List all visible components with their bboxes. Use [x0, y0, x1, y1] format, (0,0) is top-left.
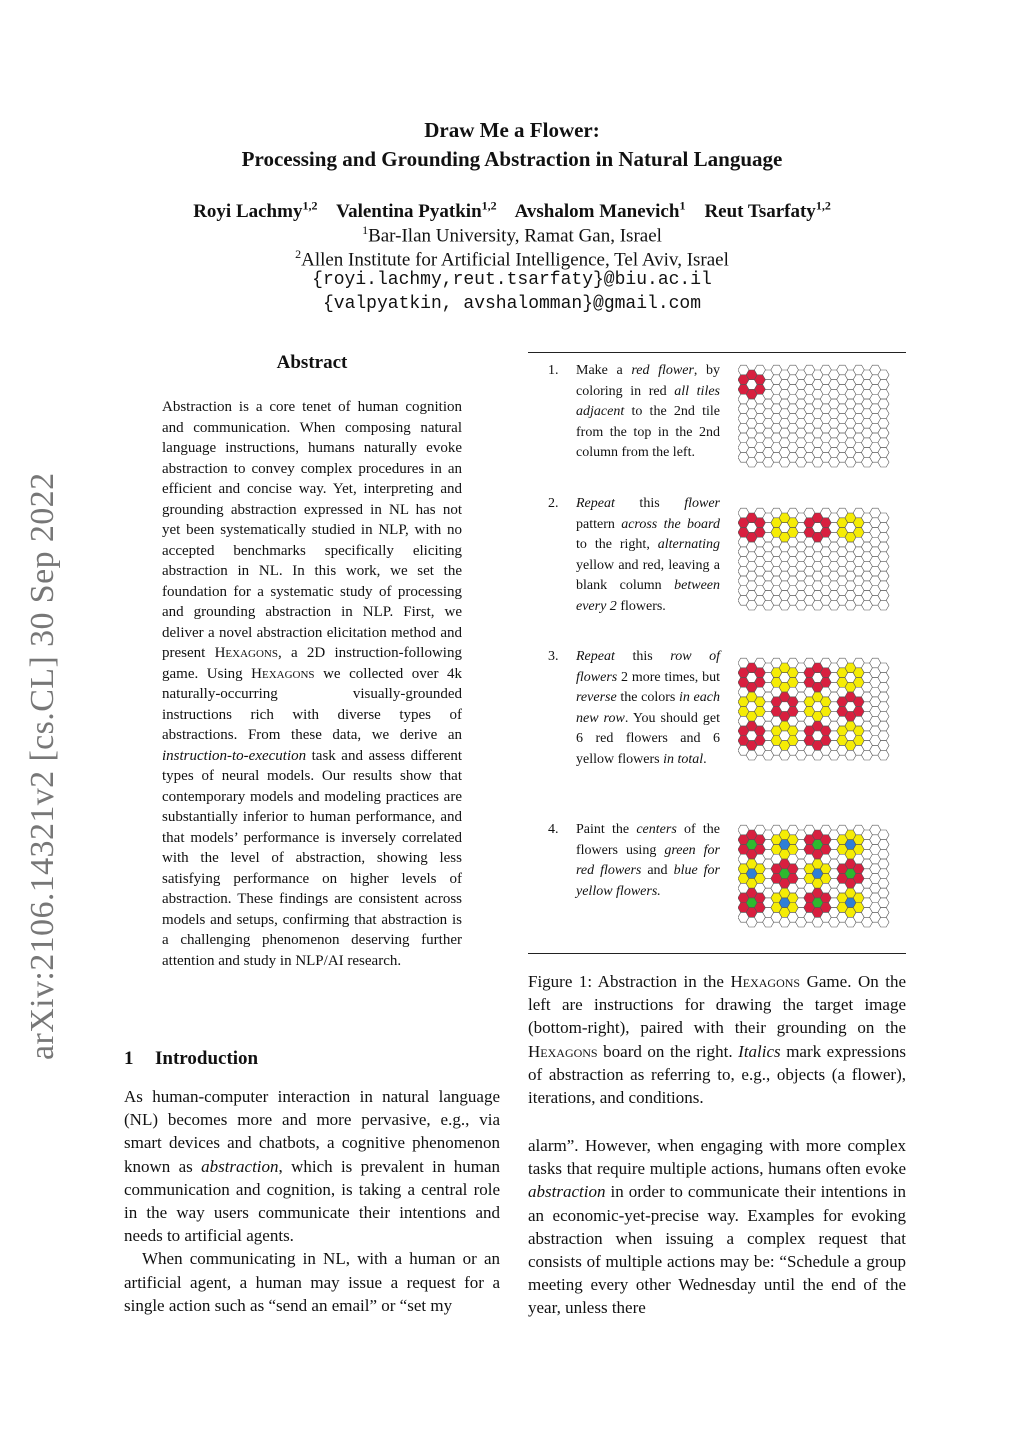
hex-tile — [878, 448, 889, 458]
figure-step: 4. Paint the centers of the flowers using green for red flowers and blue for yellow flowers. — [548, 822, 720, 899]
hex-tile — [878, 409, 889, 419]
author: Reut Tsarfaty$^{1,2}$ — [704, 199, 831, 223]
hex-tile — [878, 682, 889, 692]
affiliation-2: $^2$Allen Institute for Artificial Intelligence, Tel Aviv, Israel — [295, 247, 729, 271]
hex-tile — [878, 513, 889, 523]
title-line-1: Draw Me a Flower: — [424, 118, 600, 142]
hex-tile — [878, 692, 889, 702]
affiliation-1: $^1$Bar-Ilan University, Ramat Gan, Israel — [362, 223, 662, 247]
hex-tile — [878, 591, 889, 601]
intro-text — [124, 1085, 500, 1317]
hex-tile — [878, 438, 889, 448]
paragraph: As human-computer interaction in natural language (NL) becomes more and more pervasive, e.g., via smart devices and chatbots, a cognitive phenomenon known as abstraction, which is prevalent in human communication and cognition, is taking a central role in the way users communicate their intentions and needs to artificial agents. — [124, 1087, 500, 1246]
game-name: Hexagons — [251, 665, 315, 682]
author: Avshalom Manevich$^1$ — [514, 199, 686, 223]
hex-tile — [878, 859, 889, 869]
hex-tile — [878, 523, 889, 533]
figure-step: 1. Make a red flower, by coloring in red all tiles adjacent to the 2nd tile from the top in the 2nd column from the left. — [548, 363, 721, 461]
hex-tile — [878, 428, 889, 438]
hex-tile — [878, 663, 889, 673]
paragraph: When communicating in NL, with a human or an artificial agent, a human may issue a request for a single action such as “send an email” or “set my — [124, 1249, 500, 1315]
hex-tile — [878, 419, 889, 429]
hex-tile — [878, 389, 889, 399]
email-line-2: {valpyatkin, avshalomman}@gmail.com — [322, 294, 702, 314]
hex-tile — [878, 898, 889, 908]
author: Valentina Pyatkin$^{1,2}$ — [336, 199, 497, 223]
abstract-heading: Abstract — [276, 352, 348, 373]
hex-tile — [878, 399, 889, 409]
hex-tile — [878, 600, 889, 610]
hexagon-board — [738, 507, 894, 614]
hex-tile — [878, 917, 889, 927]
hex-tile — [878, 542, 889, 552]
hex-tile — [878, 840, 889, 850]
hex-tile — [878, 702, 889, 712]
hex-tile — [878, 741, 889, 751]
hexagon-board — [738, 824, 894, 931]
hex-tile — [878, 552, 889, 562]
hex-tile — [878, 457, 889, 467]
hexagon-board — [738, 657, 894, 764]
hex-tile — [878, 532, 889, 542]
abstract-body: Abstraction is a core tenet of human cognition and communication. When composing natural language instructions, humans naturally evoke abstraction to convey complex procedures in an efficient and concise way. Yet, interpreting and grounding abstraction expressed in NL has not yet been systematically studied in NLP, with no accepted benchmarks specifically eliciting abstraction in NL. In this work, we set the foundation for a systematic study of processing and grounding abstraction in NLP. First, we deliver a novel abstraction elicitation method and present Hexagons, a 2D instruction-following game. Using Hexagons we collected over 4k naturally-occurring visually-grounded instructions rich with diverse types of abstractions. From these data, we derive an instruction-to-execution task and assess different types of neural models. Our results show that contemporary models and modeling practices are substantially inferior to human performance, and that models’ performance is inversely correlated with the level of abstraction, showing less satisfying performance on higher levels of abstraction. These findings are consistent across models and setups, confirming that abstraction is a challenging phenomenon deserving further attention and study in NLP/AI research. — [162, 399, 462, 969]
hex-tile — [878, 879, 889, 889]
hex-tile — [878, 673, 889, 683]
figure-top-rule — [528, 352, 906, 353]
hex-tile — [878, 731, 889, 741]
arxiv-stamp: arXiv:2106.14321v2 [cs.CL] 30 Sep 2022 — [24, 472, 61, 1060]
email-line-1: {royi.lachmy,reut.tsarfaty}@biu.ac.il — [312, 270, 712, 290]
hex-tile — [878, 908, 889, 918]
hex-tile — [878, 830, 889, 840]
hexagon-board — [738, 364, 894, 471]
hex-tile — [878, 869, 889, 879]
hex-tile — [878, 581, 889, 591]
game-name: Hexagons — [214, 645, 278, 661]
hex-tile — [878, 370, 889, 380]
figure-caption: Figure 1: Abstraction in the Hexagons Game. On the left are instructions for drawing the target image (bottom-right), paired with their grounding on the Hexagons board on the right. Italics mark expressions of abstraction as referring to, e.g., objects (a flower), iterations, and conditions. — [528, 972, 906, 1108]
paper-title — [0, 116, 1024, 174]
hex-tile — [878, 888, 889, 898]
hex-tile — [878, 750, 889, 760]
figure-step: 2. Repeat this flower pattern across the board to the right, alternating yellow and red, leaving a blank column between every 2 flowers. — [548, 496, 720, 614]
hex-tile — [878, 849, 889, 859]
figure-step: 3. Repeat this row of flowers 2 more times, but reverse the colors in each new row. You should get 6 red flowers and 6 yellow flowers in total. — [548, 649, 720, 767]
hex-tile — [878, 571, 889, 581]
right-column-text: alarm”. However, when engaging with more complex tasks that require multiple actions, humans often evoke abstraction in order to communicate their intentions in an economic-yet-precise way. Examples for evoking abstraction when issuing a complex request that consists of multiple actions may be: “Schedule a group meeting every other Wednesday until the end of the year, unless there — [528, 1136, 906, 1318]
hex-tile — [878, 380, 889, 390]
hex-tile — [878, 712, 889, 722]
figure-bottom-rule — [528, 953, 906, 954]
hex-tile — [878, 721, 889, 731]
hex-tile — [878, 562, 889, 572]
section-heading: 1 Introduction — [124, 1048, 259, 1069]
author: Royi Lachmy$^{1,2}$ — [193, 199, 318, 223]
title-line-2: Processing and Grounding Abstraction in Natural Language — [241, 147, 783, 171]
